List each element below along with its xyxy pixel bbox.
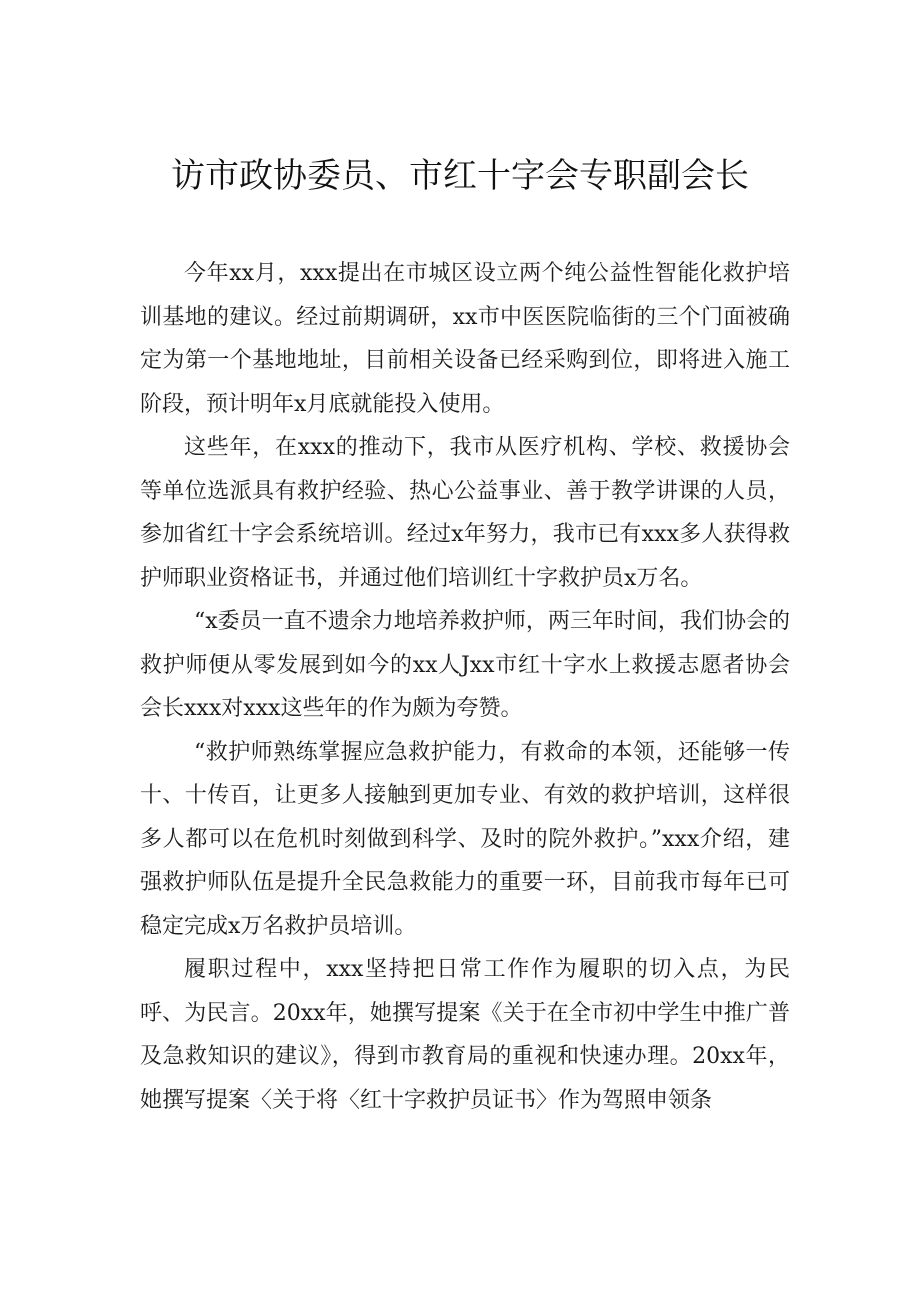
paragraph-5: 履职过程中，xxx坚持把日常工作作为履职的切入点，为民呼、为民言。20xx年，她撰写提案《关于在全市初中学生中推广普及急救知识的建议》，得到市教育局的重视和快速办理。20xx年，她撰写提案〈关于将〈红十字救护员证书〉作为驾照申领条 xyxy=(140,957,790,1113)
paragraph-2: 这些年，在xxx的推动下，我市从医疗机构、学校、救援协会等单位选派具有救护经验、热心公益事业、善于教学讲课的人员，参加省红十字会系统培训。经过x年努力，我市已有xxx多人获得救护师职业资格证书，并通过他们培训红十字救护员x万名。 xyxy=(140,435,790,591)
document-body xyxy=(140,252,790,1122)
paragraph-4: “救护师熟练掌握应急救护能力，有救命的本领，还能够一传十、十传百，让更多人接触到更加专业、有效的救护培训，这样很多人都可以在危机时刻做到科学、及时的院外救护。”xxx介绍，建强救护师队伍是提升全民急救能力的重要一环，目前我市每年已可稳定完成x万名救护员培训。 xyxy=(140,739,790,939)
document-title: 访市政协委员、市红十字会专职副会长 xyxy=(171,156,749,196)
paragraph-3: “x委员一直不遗余力地培养救护师，两三年时间，我们协会的救护师便从零发展到如今的xx人Jxx市红十字水上救援志愿者协会会长xxx对xxx这些年的作为颇为夸赞。 xyxy=(140,609,790,721)
paragraph-1: 今年xx月，xxx提出在市城区设立两个纯公益性智能化救护培训基地的建议。经过前期调研，xx市中医医院临街的三个门面被确定为第一个基地地址，目前相关设备已经采购到位，即将进入施工阶段，预计明年x月底就能投入使用。 xyxy=(140,261,790,417)
